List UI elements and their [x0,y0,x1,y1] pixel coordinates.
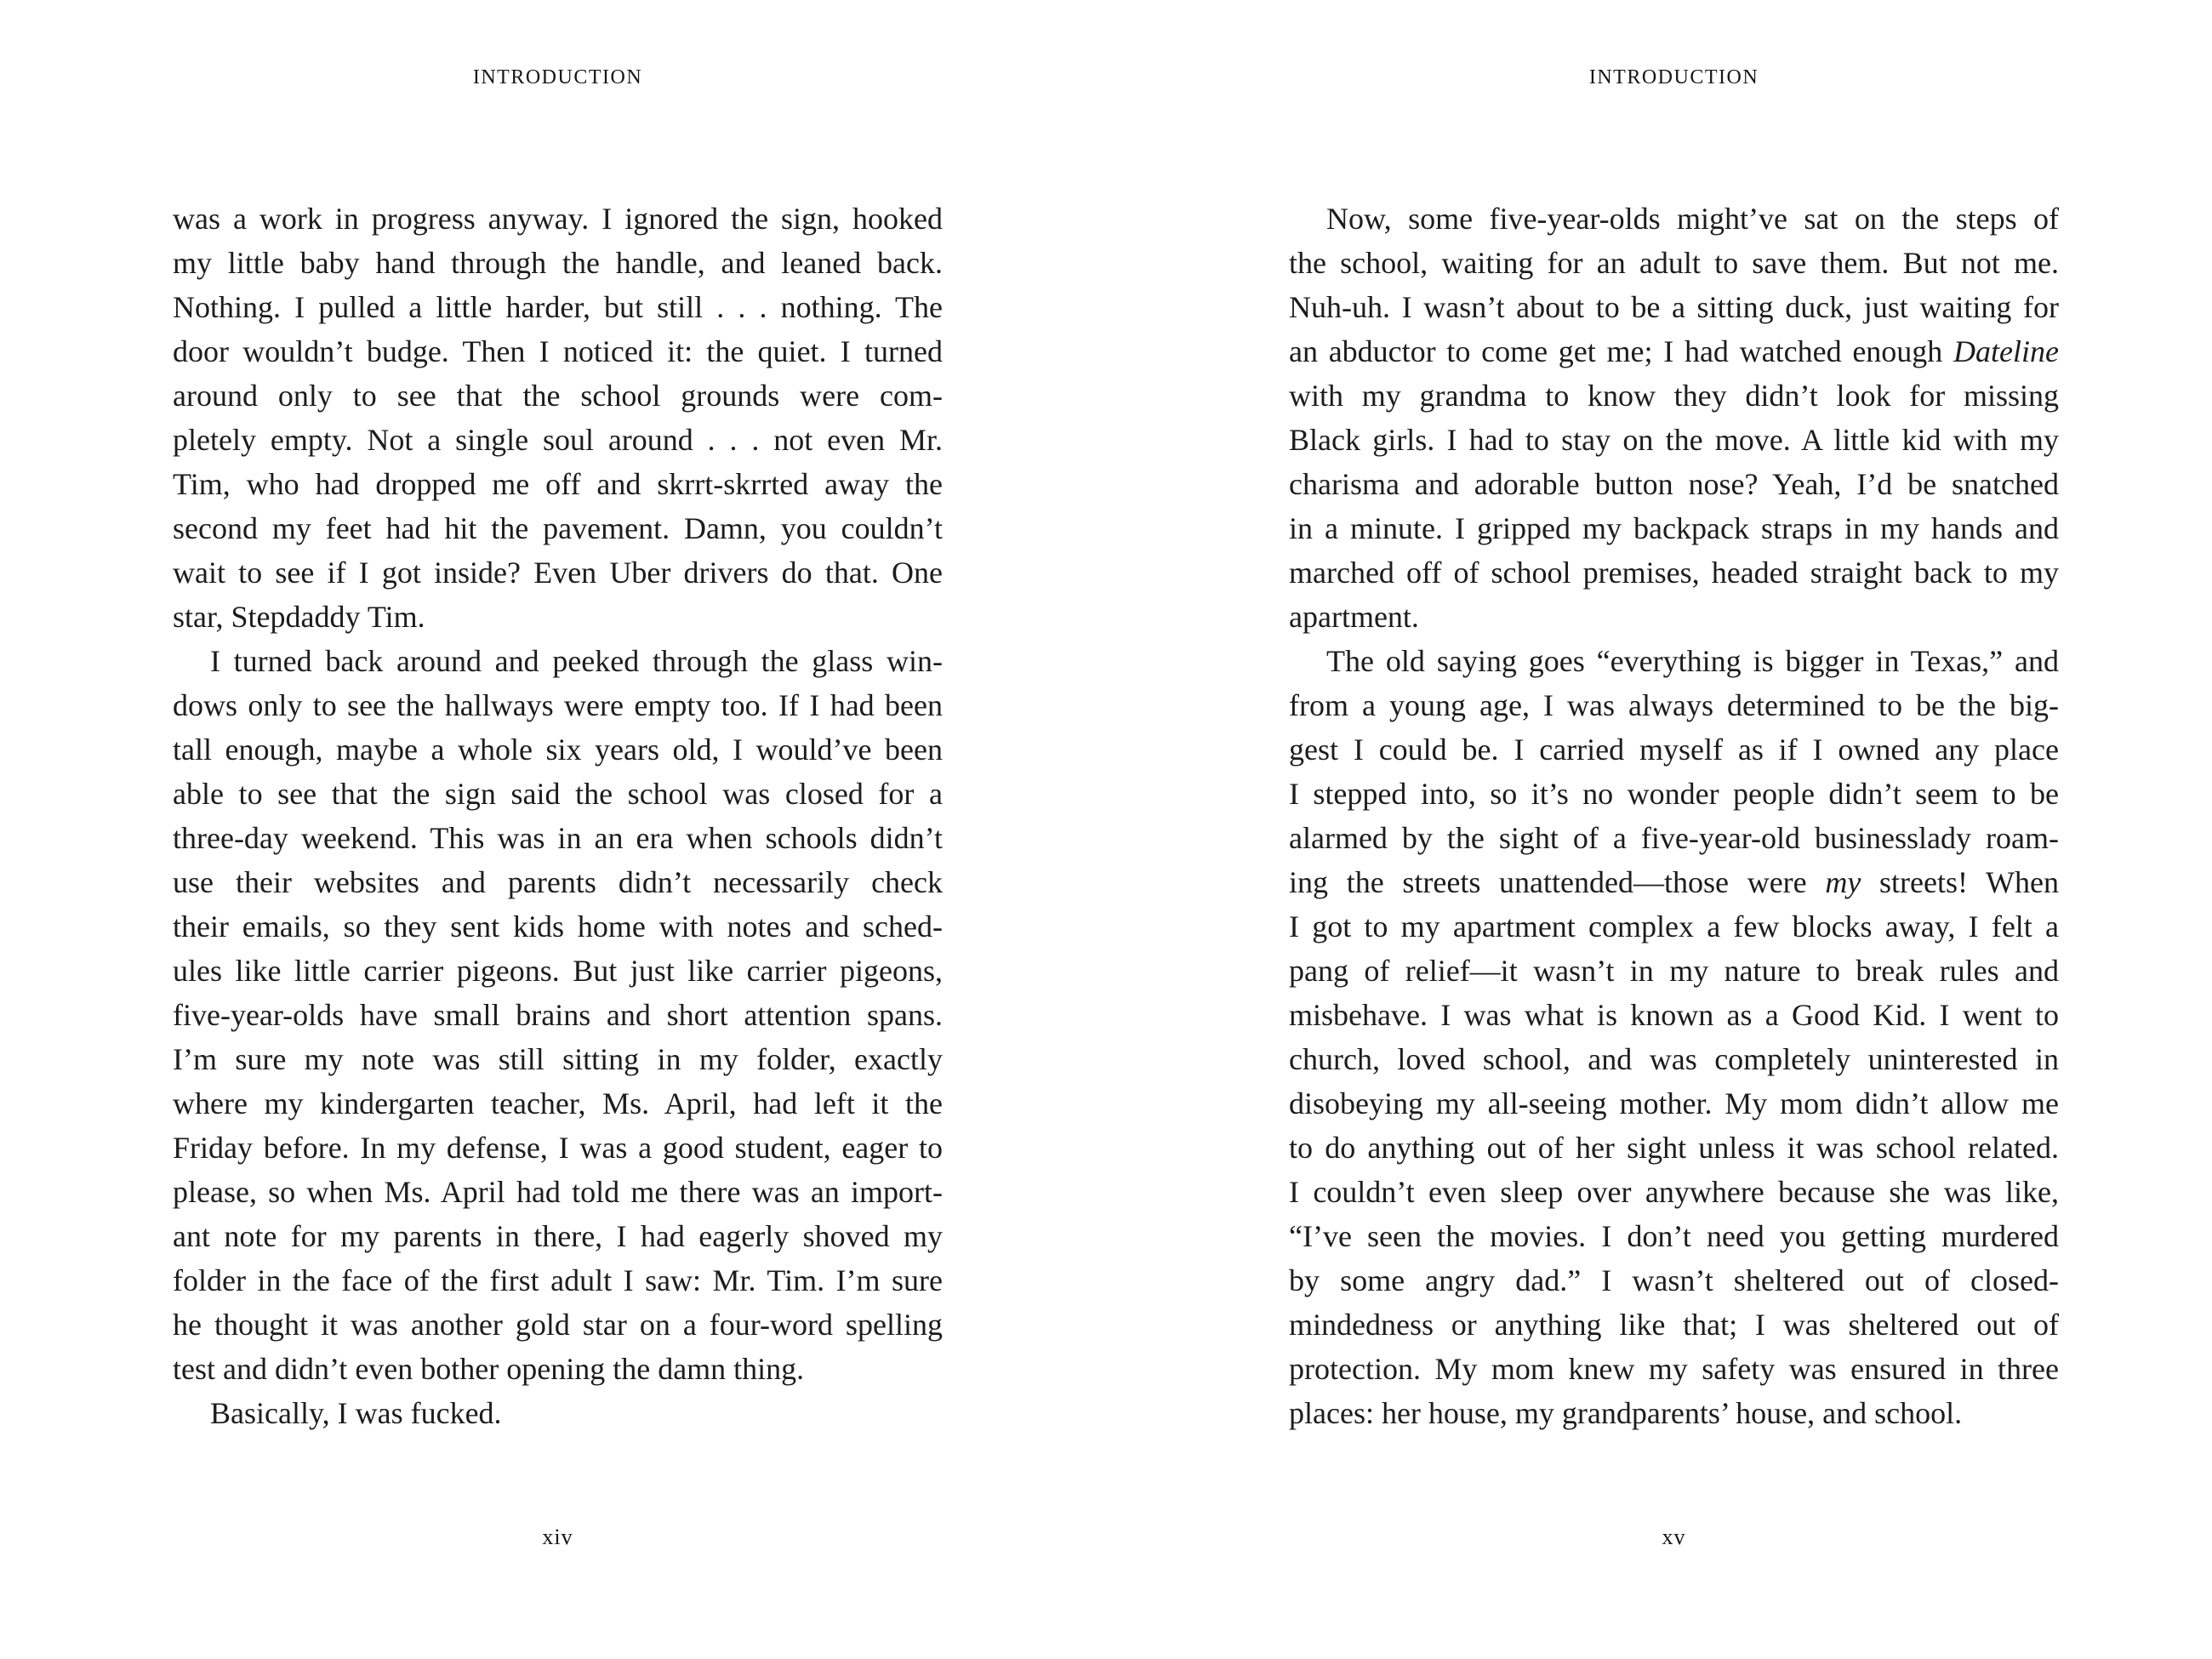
text-line: mindedness or anything like that; I was sheltered out of [1289,1308,2059,1342]
text-line: use their websites and parents didn’t necessarily check [173,865,943,899]
text-line: I turned back around and peeked through the glass win- [210,644,943,678]
text-line: the school, waiting for an adult to save them. But not me. [1289,246,2059,280]
text-line: was a work in progress anyway. I ignored the sign, hooked [173,202,943,236]
text-line: Nuh-uh. I wasn’t about to be a sitting duck, just waiting for [1289,290,2059,324]
text-line: pang of relief—it wasn’t in my nature to break rules and [1289,954,2059,988]
running-header: INTRODUCTION [472,66,643,88]
running-header: INTRODUCTION [1588,66,1759,88]
page-left [173,0,943,1659]
text-line: Black girls. I had to stay on the move. A little kid with my [1289,423,2059,457]
text-line: charisma and adorable button nose? Yeah, I’d be snatched [1289,467,2059,501]
text-line: ules like little carrier pigeons. But just like carrier pigeons, [173,954,943,988]
text-line: please, so when Ms. April had told me there was an import- [173,1175,943,1209]
body-text [1289,197,2059,1435]
text-line: ing the streets unattended—those were my streets! When [1289,865,2059,899]
text-line: ant note for my parents in there, I had eagerly shoved my [173,1219,943,1253]
text-line: disobeying my all-seeing mother. My mom didn’t allow me [1289,1086,2059,1120]
text-line: church, loved school, and was completely uninterested in [1289,1042,2059,1076]
text-line: Now, some five-year-olds might’ve sat on the steps of [1326,202,2059,236]
text-line: places: her house, my grandparents’ house, and school. [1289,1396,1963,1430]
text-line: misbehave. I was what is known as a Good Kid. I went to [1289,998,2059,1032]
text-line: around only to see that the school grounds were com- [173,379,943,413]
text-line: where my kindergarten teacher, Ms. April, had left it the [173,1086,943,1120]
text-line: star, Stepdaddy Tim. [173,600,425,634]
page-right [1289,0,2059,1659]
text-line: apartment. [1289,600,1419,634]
text-line: in a minute. I gripped my backpack straps in my hands and [1289,511,2059,545]
text-line: my little baby hand through the handle, and leaned back. [173,246,943,280]
text-line: Nothing. I pulled a little harder, but still . . . nothing. The [173,290,943,324]
text-line: to do anything out of her sight unless it was school related. [1289,1131,2059,1165]
text-line: tall enough, maybe a whole six years old, I would’ve been [173,733,943,767]
text-line: pletely empty. Not a single soul around . . . not even Mr. [173,423,943,457]
text-line: by some angry dad.” I wasn’t sheltered out of closed- [1289,1263,2059,1297]
text-line: alarmed by the sight of a five-year-old businesslady roam- [1289,821,2059,855]
text-line: test and didn’t even bother opening the damn thing. [173,1352,805,1386]
text-line: The old saying goes “everything is bigger in Texas,” and [1326,644,2059,678]
text-line: he thought it was another gold star on a four-word spelling [173,1308,943,1342]
text-line: second my feet had hit the pavement. Damn, you couldn’t [173,511,943,545]
text-line: dows only to see the hallways were empty too. If I had been [173,688,943,722]
text-line: their emails, so they sent kids home with notes and sched- [173,909,943,944]
text-line: I’m sure my note was still sitting in my folder, exactly [173,1042,943,1076]
text-line: wait to see if I got inside? Even Uber drivers do that. One [173,556,943,590]
text-line: I couldn’t even sleep over anywhere because she was like, [1289,1175,2059,1209]
text-line: “I’ve seen the movies. I don’t need you getting murdered [1289,1219,2059,1253]
text-line: an abductor to come get me; I had watched enough Dateline [1289,334,2059,368]
text-line: gest I could be. I carried myself as if I owned any place [1289,733,2059,767]
page-number: xv [1662,1525,1686,1549]
text-line: five-year-olds have small brains and short attention spans. [173,998,943,1032]
text-line: able to see that the sign said the school was closed for a [173,777,943,811]
text-line: Friday before. In my defense, I was a good student, eager to [173,1131,943,1165]
text-line: door wouldn’t budge. Then I noticed it: the quiet. I turned [173,334,943,368]
text-line: protection. My mom knew my safety was ensured in three [1289,1352,2059,1386]
page-number: xiv [542,1525,573,1549]
text-line: marched off of school premises, headed straight back to my [1289,556,2059,590]
text-line: I got to my apartment complex a few blocks away, I felt a [1289,909,2059,944]
body-text [173,197,943,1435]
text-line: Tim, who had dropped me off and skrrt-skrrted away the [173,467,943,501]
text-line: folder in the face of the first adult I saw: Mr. Tim. I’m sure [173,1263,943,1297]
text-line: Basically, I was fucked. [210,1396,502,1430]
text-line: with my grandma to know they didn’t look for missing [1289,379,2059,413]
text-line: from a young age, I was always determined to be the big- [1289,688,2059,722]
text-line: three-day weekend. This was in an era when schools didn’t [173,821,943,855]
text-line: I stepped into, so it’s no wonder people didn’t seem to be [1289,777,2059,811]
